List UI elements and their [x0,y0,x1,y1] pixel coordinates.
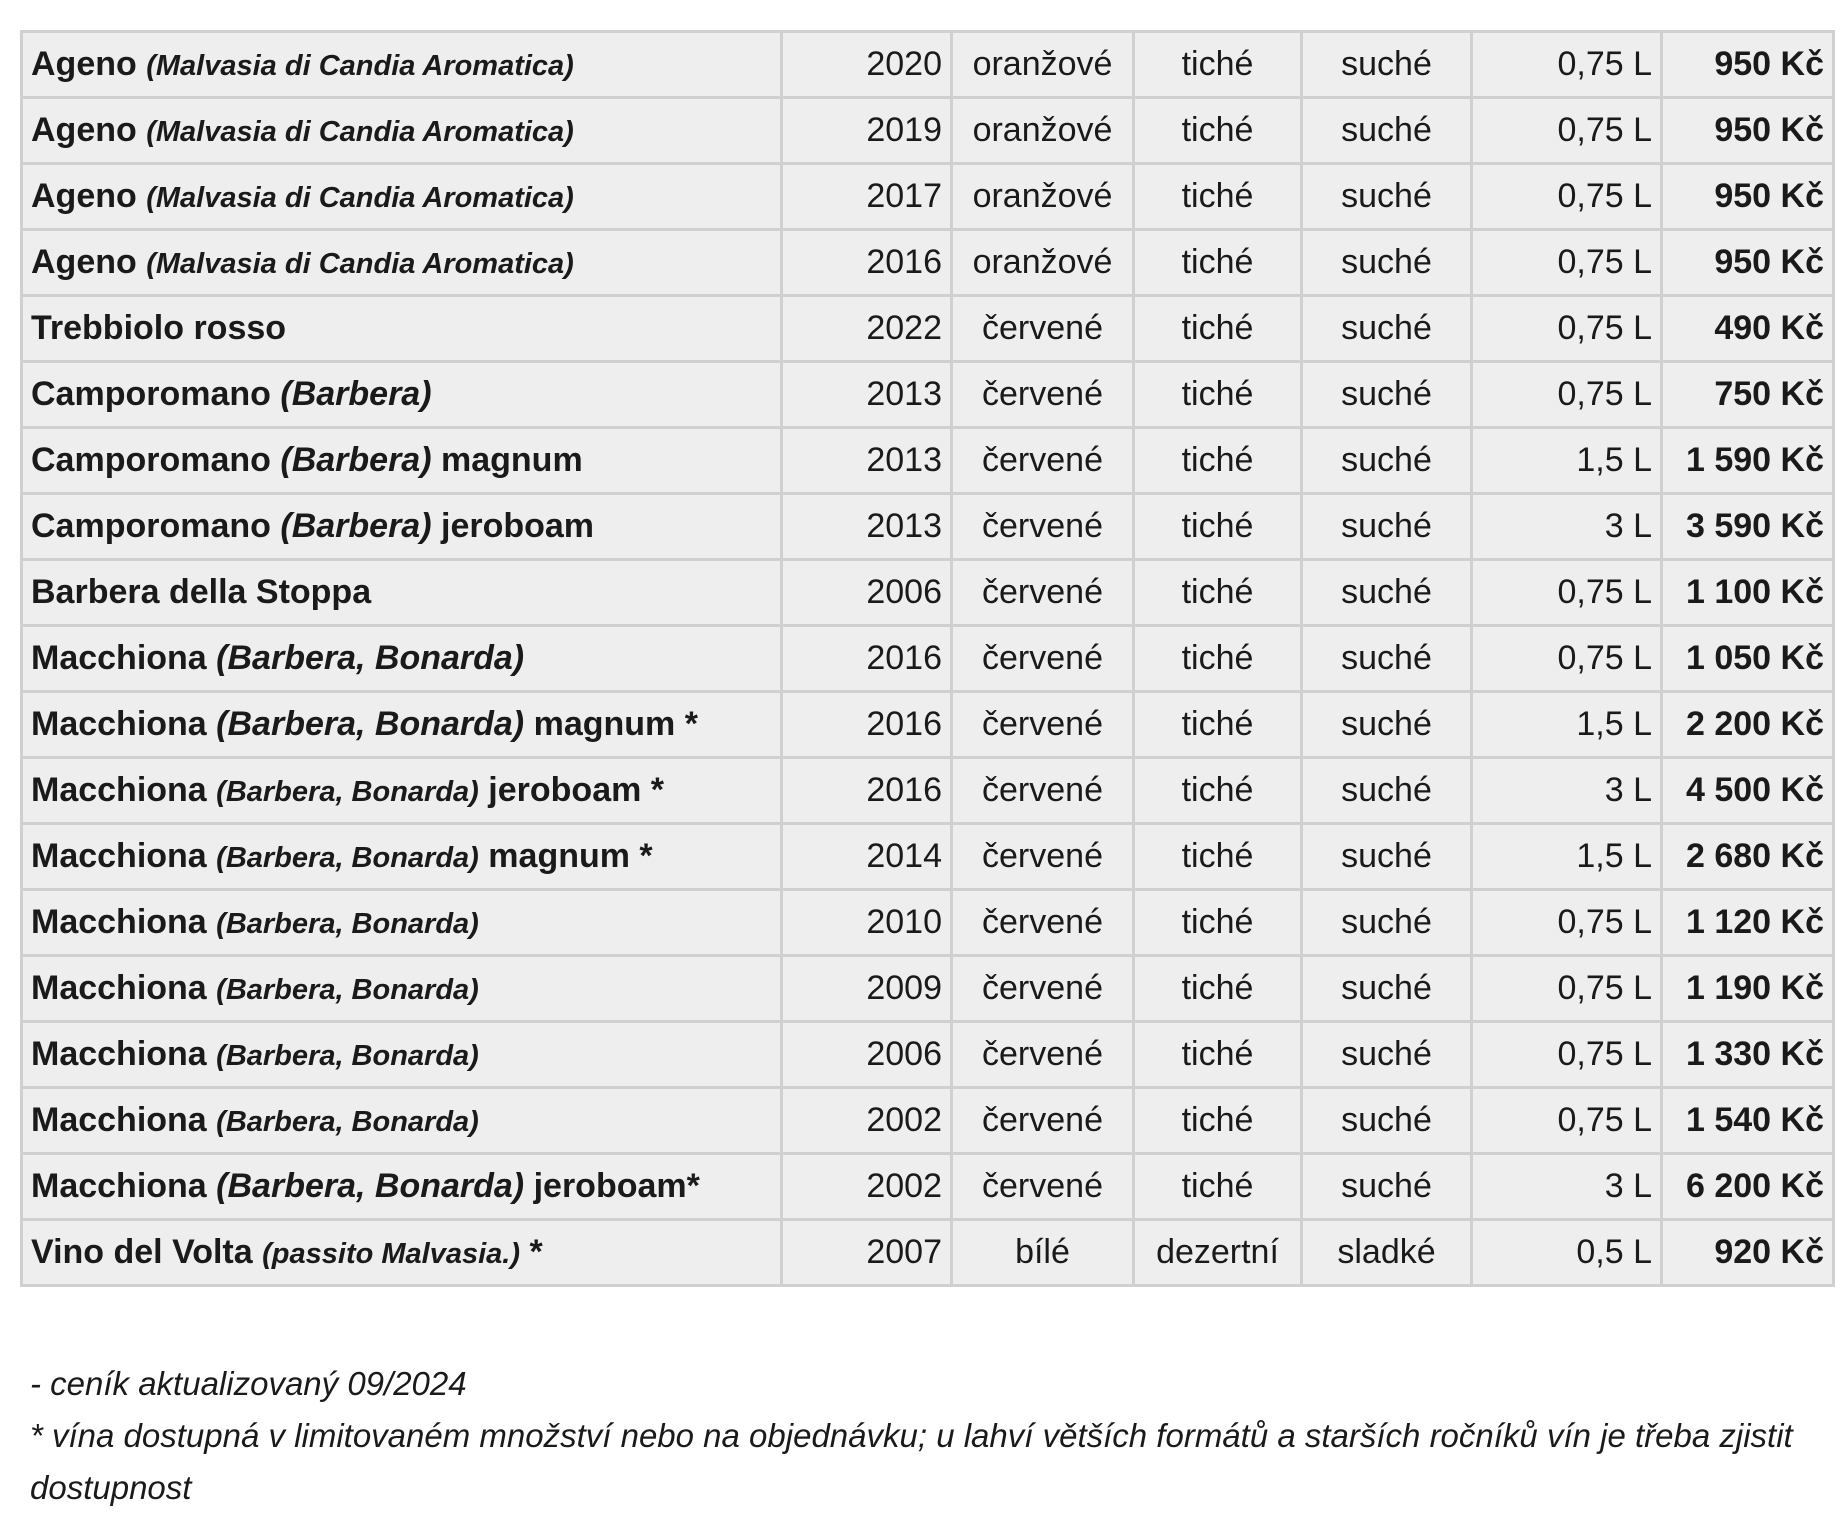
wine-name-cell [22,560,782,626]
wine-style-cell: tiché [1134,1154,1302,1220]
wine-color-cell: červené [952,956,1134,1022]
wine-name-cell [22,494,782,560]
volume-cell: 0,75 L [1472,164,1662,230]
price-list-updated-note: - ceník aktualizovaný 09/2024 [30,1365,467,1402]
wine-style-cell: tiché [1134,494,1302,560]
wine-name-cell [22,1220,782,1286]
vintage-cell: 2010 [782,890,952,956]
vintage-cell: 2016 [782,626,952,692]
wine-name: Macchiona [31,1035,207,1073]
wine-variety: (Barbera) [280,441,432,479]
price-cell: 1 190 Kč [1662,956,1834,1022]
wine-name: Macchiona [31,705,207,743]
wine-name: Macchiona [31,969,207,1007]
wine-name: Macchiona [31,639,207,677]
table-row [22,98,1834,164]
wine-variety: (Barbera) [280,375,432,413]
wine-color-cell: červené [952,428,1134,494]
wine-name-cell [22,230,782,296]
table-row [22,626,1834,692]
sweetness-cell: suché [1302,1088,1472,1154]
price-cell: 1 540 Kč [1662,1088,1834,1154]
wine-style-cell: tiché [1134,758,1302,824]
wine-name: Camporomano [31,375,271,413]
wine-variety: (Barbera, Bonarda) [216,842,479,874]
wine-name: Ageno [31,177,137,215]
vintage-cell: 2016 [782,230,952,296]
price-cell: 950 Kč [1662,230,1834,296]
vintage-cell: 2020 [782,32,952,98]
table-row [22,956,1834,1022]
wine-style-cell: tiché [1134,890,1302,956]
sweetness-cell: suché [1302,824,1472,890]
wine-format: * [529,1233,543,1271]
wine-color-cell: oranžové [952,230,1134,296]
wine-format: jeroboam* [533,1167,700,1205]
wine-variety: (Malvasia di Candia Aromatica) [146,182,574,214]
sweetness-cell: suché [1302,494,1472,560]
wine-name-cell [22,98,782,164]
volume-cell: 0,75 L [1472,626,1662,692]
table-row [22,296,1834,362]
wine-name: Camporomano [31,507,271,545]
price-cell: 1 120 Kč [1662,890,1834,956]
vintage-cell: 2022 [782,296,952,362]
volume-cell: 1,5 L [1472,692,1662,758]
vintage-cell: 2014 [782,824,952,890]
vintage-cell: 2002 [782,1154,952,1220]
wine-variety: (Barbera, Bonarda) [216,1167,525,1205]
price-cell: 490 Kč [1662,296,1834,362]
wine-name-cell [22,1088,782,1154]
wine-variety: (Malvasia di Candia Aromatica) [146,116,574,148]
table-row [22,32,1834,98]
wine-name: Ageno [31,111,137,149]
wine-variety: (passito Malvasia.) [262,1238,520,1270]
table-row [22,230,1834,296]
wine-style-cell: tiché [1134,296,1302,362]
wine-color-cell: bílé [952,1220,1134,1286]
vintage-cell: 2016 [782,692,952,758]
table-row [22,428,1834,494]
volume-cell: 0,75 L [1472,890,1662,956]
wine-color-cell: oranžové [952,98,1134,164]
wine-color-cell: červené [952,692,1134,758]
wine-name: Macchiona [31,771,207,809]
price-cell: 950 Kč [1662,98,1834,164]
volume-cell: 0,75 L [1472,98,1662,164]
wine-style-cell: tiché [1134,428,1302,494]
wine-variety: (Malvasia di Candia Aromatica) [146,248,574,280]
volume-cell: 1,5 L [1472,824,1662,890]
price-cell: 1 330 Kč [1662,1022,1834,1088]
wine-name: Trebbiolo rosso [31,309,287,347]
vintage-cell: 2013 [782,362,952,428]
wine-style-cell: tiché [1134,1022,1302,1088]
wine-variety: (Barbera, Bonarda) [216,908,479,940]
wine-name-cell [22,428,782,494]
wine-name: Ageno [31,243,137,281]
wine-color-cell: červené [952,1154,1134,1220]
wine-color-cell: červené [952,758,1134,824]
volume-cell: 0,75 L [1472,1022,1662,1088]
wine-format: magnum * [533,705,698,743]
wine-variety: (Barbera, Bonarda) [216,639,525,677]
table-row [22,1154,1834,1220]
wine-style-cell: tiché [1134,560,1302,626]
wine-name-cell [22,758,782,824]
sweetness-cell: suché [1302,1022,1472,1088]
sweetness-cell: suché [1302,890,1472,956]
wine-color-cell: červené [952,890,1134,956]
price-cell: 950 Kč [1662,164,1834,230]
wine-variety: (Barbera, Bonarda) [216,705,525,743]
wine-rows [22,32,1834,1286]
table-row [22,1220,1834,1286]
wine-color-cell: červené [952,362,1134,428]
vintage-cell: 2006 [782,560,952,626]
sweetness-cell: suché [1302,230,1472,296]
wine-name-cell [22,362,782,428]
wine-name: Barbera della Stoppa [31,573,372,611]
wine-color-cell: červené [952,824,1134,890]
vintage-cell: 2013 [782,428,952,494]
wine-style-cell: dezertní [1134,1220,1302,1286]
table-row [22,164,1834,230]
volume-cell: 0,75 L [1472,362,1662,428]
sweetness-cell: suché [1302,428,1472,494]
table-row [22,1022,1834,1088]
wine-style-cell: tiché [1134,626,1302,692]
price-cell: 950 Kč [1662,32,1834,98]
wine-price-table [20,30,1835,1287]
volume-cell: 3 L [1472,758,1662,824]
volume-cell: 0,75 L [1472,1088,1662,1154]
wine-name-cell [22,32,782,98]
volume-cell: 0,75 L [1472,560,1662,626]
wine-name: Vino del Volta [31,1233,253,1271]
wine-format: magnum [441,441,583,479]
wine-name-cell [22,164,782,230]
wine-name-cell [22,1154,782,1220]
vintage-cell: 2017 [782,164,952,230]
price-cell: 1 050 Kč [1662,626,1834,692]
vintage-cell: 2009 [782,956,952,1022]
wine-color-cell: červené [952,494,1134,560]
wine-name: Macchiona [31,837,207,875]
table-row [22,1088,1834,1154]
wine-format: jeroboam * [488,771,665,809]
wine-name-cell [22,1022,782,1088]
wine-name-cell [22,296,782,362]
price-cell: 2 680 Kč [1662,824,1834,890]
wine-style-cell: tiché [1134,32,1302,98]
wine-variety: (Barbera, Bonarda) [216,1040,479,1072]
wine-style-cell: tiché [1134,824,1302,890]
wine-color-cell: oranžové [952,164,1134,230]
sweetness-cell: suché [1302,98,1472,164]
price-cell: 1 590 Kč [1662,428,1834,494]
sweetness-cell: suché [1302,758,1472,824]
wine-name: Macchiona [31,903,207,941]
wine-format: magnum * [488,837,653,875]
wine-style-cell: tiché [1134,230,1302,296]
sweetness-cell: sladké [1302,1220,1472,1286]
table-row [22,890,1834,956]
table-row [22,824,1834,890]
wine-color-cell: červené [952,626,1134,692]
footnotes [30,1358,1830,1514]
volume-cell: 0,75 L [1472,230,1662,296]
vintage-cell: 2013 [782,494,952,560]
vintage-cell: 2002 [782,1088,952,1154]
sweetness-cell: suché [1302,32,1472,98]
wine-name-cell [22,890,782,956]
wine-name-cell [22,824,782,890]
wine-name: Ageno [31,45,137,83]
wine-name: Macchiona [31,1167,207,1205]
wine-style-cell: tiché [1134,362,1302,428]
price-cell: 920 Kč [1662,1220,1834,1286]
wine-color-cell: červené [952,296,1134,362]
volume-cell: 0,75 L [1472,32,1662,98]
sweetness-cell: suché [1302,164,1472,230]
volume-cell: 3 L [1472,1154,1662,1220]
wine-name-cell [22,692,782,758]
wine-name: Camporomano [31,441,271,479]
wine-variety: (Barbera, Bonarda) [216,776,479,808]
price-cell: 750 Kč [1662,362,1834,428]
sweetness-cell: suché [1302,1154,1472,1220]
wine-name-cell [22,626,782,692]
wine-variety: (Barbera) [280,507,432,545]
wine-variety: (Malvasia di Candia Aromatica) [146,50,574,82]
wine-style-cell: tiché [1134,956,1302,1022]
volume-cell: 3 L [1472,494,1662,560]
wine-variety: (Barbera, Bonarda) [216,974,479,1006]
wine-style-cell: tiché [1134,164,1302,230]
wine-color-cell: červené [952,1088,1134,1154]
vintage-cell: 2007 [782,1220,952,1286]
price-cell: 2 200 Kč [1662,692,1834,758]
volume-cell: 1,5 L [1472,428,1662,494]
wine-style-cell: tiché [1134,98,1302,164]
sweetness-cell: suché [1302,560,1472,626]
table-row [22,758,1834,824]
wine-format: jeroboam [441,507,595,545]
volume-cell: 0,5 L [1472,1220,1662,1286]
sweetness-cell: suché [1302,956,1472,1022]
sweetness-cell: suché [1302,626,1472,692]
sweetness-cell: suché [1302,362,1472,428]
price-cell: 1 100 Kč [1662,560,1834,626]
volume-cell: 0,75 L [1472,956,1662,1022]
sweetness-cell: suché [1302,296,1472,362]
wine-color-cell: červené [952,1022,1134,1088]
table-row [22,494,1834,560]
wine-color-cell: červené [952,560,1134,626]
table-row [22,560,1834,626]
wine-style-cell: tiché [1134,1088,1302,1154]
wine-name-cell [22,956,782,1022]
wine-color-cell: oranžové [952,32,1134,98]
vintage-cell: 2006 [782,1022,952,1088]
availability-note: * vína dostupná v limitovaném množství nebo na objednávku; u lahví větších formátů a starších ročníků vín je třeba zjistit dostupnost [30,1417,1793,1506]
sweetness-cell: suché [1302,692,1472,758]
price-cell: 6 200 Kč [1662,1154,1834,1220]
price-cell: 4 500 Kč [1662,758,1834,824]
wine-variety: (Barbera, Bonarda) [216,1106,479,1138]
price-cell: 3 590 Kč [1662,494,1834,560]
wine-name: Macchiona [31,1101,207,1139]
wine-style-cell: tiché [1134,692,1302,758]
volume-cell: 0,75 L [1472,296,1662,362]
vintage-cell: 2016 [782,758,952,824]
table-row [22,692,1834,758]
vintage-cell: 2019 [782,98,952,164]
table-row [22,362,1834,428]
